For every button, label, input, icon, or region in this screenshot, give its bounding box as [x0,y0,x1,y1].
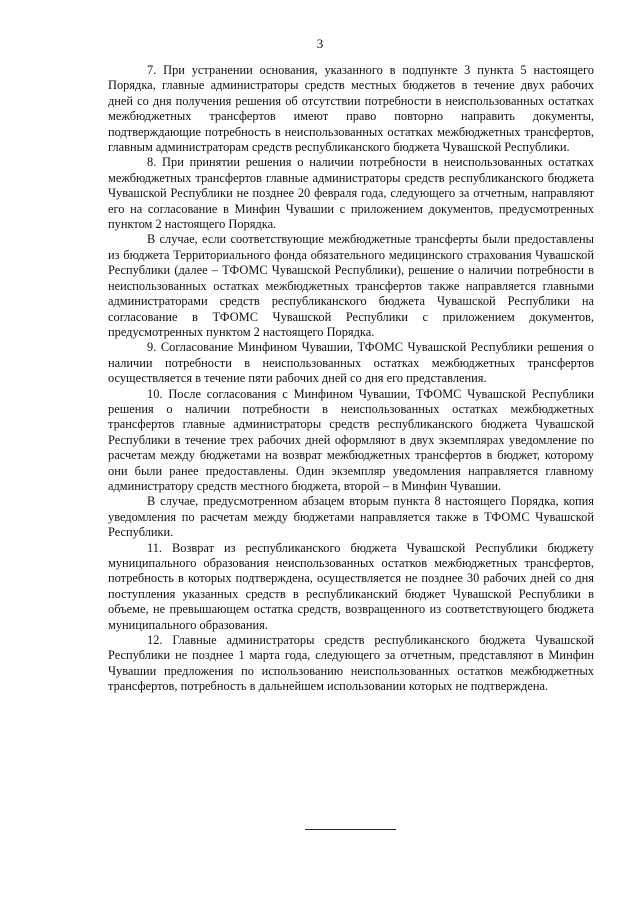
paragraph-8-part-2: В случае, если соответствующие межбюджетные трансферты были предоставлены из бюджета Территориального фонда обязательного медицинского страхования Чувашской Республики (далее – ТФОМС Чувашской Республики), решение о наличии потребности в неиспользованных остатках межбюджетных трансфертов также направляется главными администраторами средств республиканского бюджета Чувашской Республики на согласование в ТФОМС Чувашской Республики с приложением документов, предусмотренных пунктом 2 настоящего Порядка. [108,232,594,339]
paragraph-8: 8. При принятии решения о наличии потребности в неиспользованных остатках межбюджетных трансфертов главные администраторы средств республиканского бюджета Чувашской Республики не позднее 20 февраля года, следующего за отчетным, направляют его на согласование в Минфин Чувашии с приложением документов, предусмотренных пунктом 2 настоящего Порядка. [108,155,594,232]
end-separator-line [305,829,396,830]
paragraph-12: 12. Главные администраторы средств республиканского бюджета Чувашской Республики не позднее 1 марта года, следующего за отчетным, представляют в Минфин Чувашии предложения по использованию неиспользованных остатков межбюджетных трансфертов, потребность в дальнейшем использовании которых не подтверждена. [108,633,594,694]
page-number: 3 [316,36,324,51]
paragraph-10: 10. После согласования с Минфином Чувашии, ТФОМС Чувашской Республики решения о наличии потребности в неиспользованных остатках межбюджетных трансфертов главные администраторы средств республиканского бюджета Чувашской Республики в течение трех рабочих дней оформляют в двух экземплярах уведомление по расчетам между бюджетами на возврат межбюджетных трансфертов в бюджет, которому они были ранее предоставлены. Один экземпляр уведомления направляется главному администратору средств местного бюджета, второй – в Минфин Чувашии. [108,386,594,493]
paragraph-7: 7. При устранении основания, указанного в подпункте 3 пункта 5 настоящего Порядка, главные администраторы средств местных бюджетов в течение двух рабочих дней со дня получения решения об отсутствии потребности в неиспользованных остатках межбюджетных трансфертов имеют право повторно направить документы, подтверждающие потребность в неиспользованных остатках межбюджетных трансфертов, главным администраторам средств республиканского бюджета Чувашской Республики. [108,63,594,155]
paragraph-10-part-2: В случае, предусмотренном абзацем вторым пункта 8 настоящего Порядка, копия уведомления по расчетам между бюджетами направляется также в ТФОМС Чувашской Республики. [108,494,594,540]
document-body [108,63,594,695]
paragraph-9: 9. Согласование Минфином Чувашии, ТФОМС Чувашской Республики решения о наличии потребности в неиспользованных остатках межбюджетных трансфертов осуществляется в течение пяти рабочих дней со дня его представления. [108,340,594,386]
paragraph-11: 11. Возврат из республиканского бюджета Чувашской Республики бюджету муниципального образования неиспользованных остатков межбюджетных трансфертов, потребность в которых подтверждена, осуществляется не позднее 30 рабочих дней со дня поступления указанных средств в республиканский бюджет Чувашской Республики в объеме, не превышающем остатка средств, возвращенного из соответствующего бюджета муниципального образования. [108,540,594,632]
